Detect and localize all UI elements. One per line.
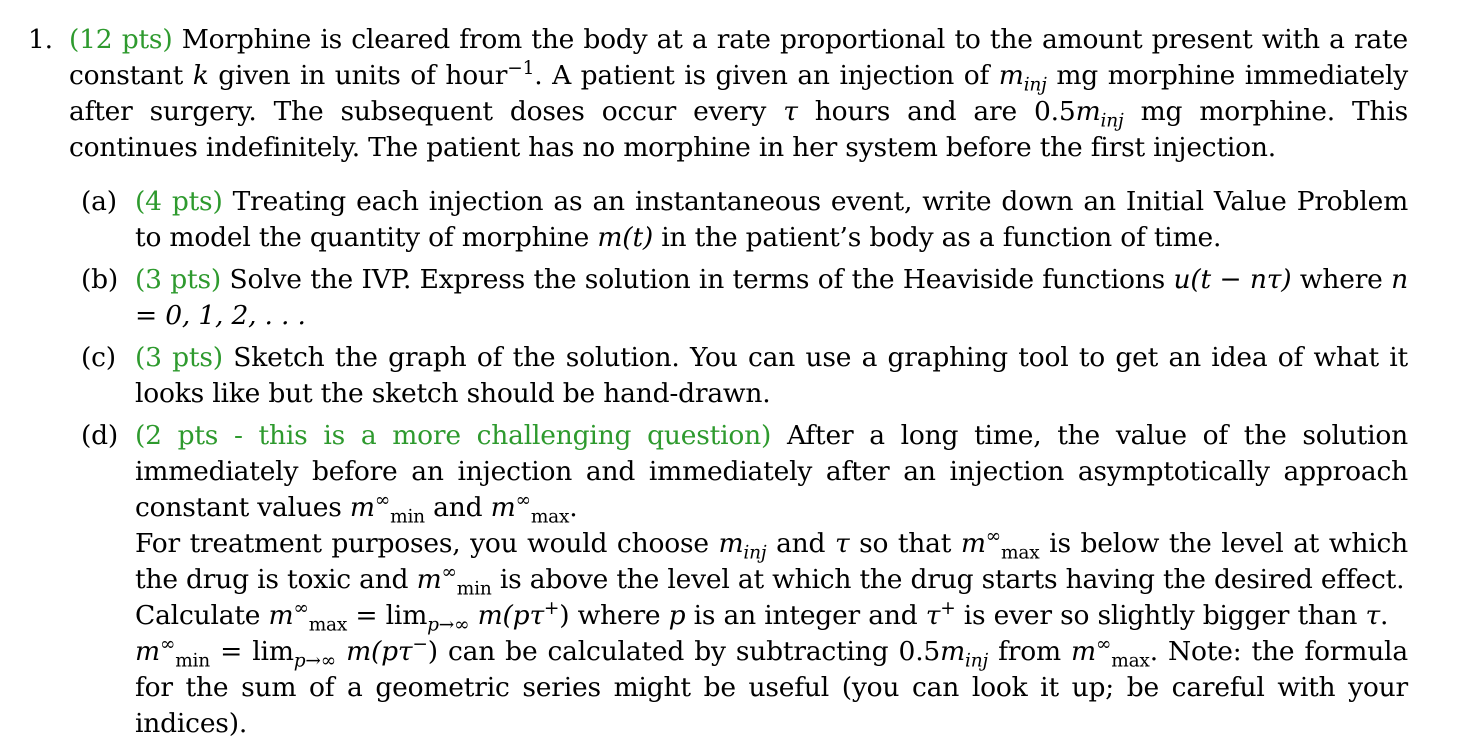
- part-points: (3 pts): [135, 264, 222, 295]
- part-label: (b): [81, 264, 119, 295]
- part-d: (d) (2 pts - this is a more challenging question) After a long time, the value of the solution immediately before an injection and immediately after an injection asymptotically approach constant values $m^\infty_{min}$ and $m^\infty_{max}$. For treatment purposes, you would choose $m_{inj}$ and τ so that $m^\infty_{max}$ is below the level at which the drug is toxic and $m^\infty_{min}$ is above the level at which the drug starts having the desired effect. Calculate $m^\infty_{max} = \lim_{p\to\infty} m(p\tau^+)$ where p is an integer and τ+ is ever so slightly bigger than τ. $m^\infty_{min} = \lim_{p\to\infty} m(p\tau^-)$ can be calculated by subtracting $0.5m_{inj}$ from $m^\infty_{max}$. Note: the formula for the sum of a geometric series might be useful (you can look it up; be careful with your indices).: [81, 420, 1409, 739]
- part-points: (2 pts - this is a more challenging question): [135, 420, 772, 451]
- part-b: (b) (3 pts) Solve the IVP. Express the solution in terms of the Heaviside functions u(t − nτ) where n = 0, 1, 2, . . .: [81, 264, 1409, 331]
- part-points: (4 pts): [135, 186, 223, 217]
- part-c: (c) (3 pts) Sketch the graph of the solution. You can use a graphing tool to get an idea of what it looks like but the sketch should be hand-drawn.: [81, 342, 1408, 409]
- problem-number: 1.: [28, 24, 53, 55]
- problem-parts: [69, 184, 1408, 742]
- part-label: (c): [81, 342, 116, 373]
- problem-points: (12 pts): [69, 24, 173, 55]
- part-a: (a) (4 pts) Treating each injection as an instantaneous event, write down an Initial Value Problem to model the quantity of morphine m(t) in the patient’s body as a function of time.: [81, 186, 1409, 253]
- part-label: (a): [81, 186, 117, 217]
- part-label: (d): [81, 420, 119, 451]
- problem-statement: (12 pts) Morphine is cleared from the body at a rate proportional to the amount present with a rate constant k given in units of hour$^{-1}$. A patient is given an injection of $m_{inj}$ mg morphine immediately after surgery. The subsequent doses occur every τ hours and are $0.5m_{inj}$ mg morphine. This continues indefinitely. The patient has no morphine in her system before the first injection.: [69, 24, 1409, 163]
- part-points: (3 pts): [135, 342, 223, 373]
- problem-1: [28, 22, 1408, 748]
